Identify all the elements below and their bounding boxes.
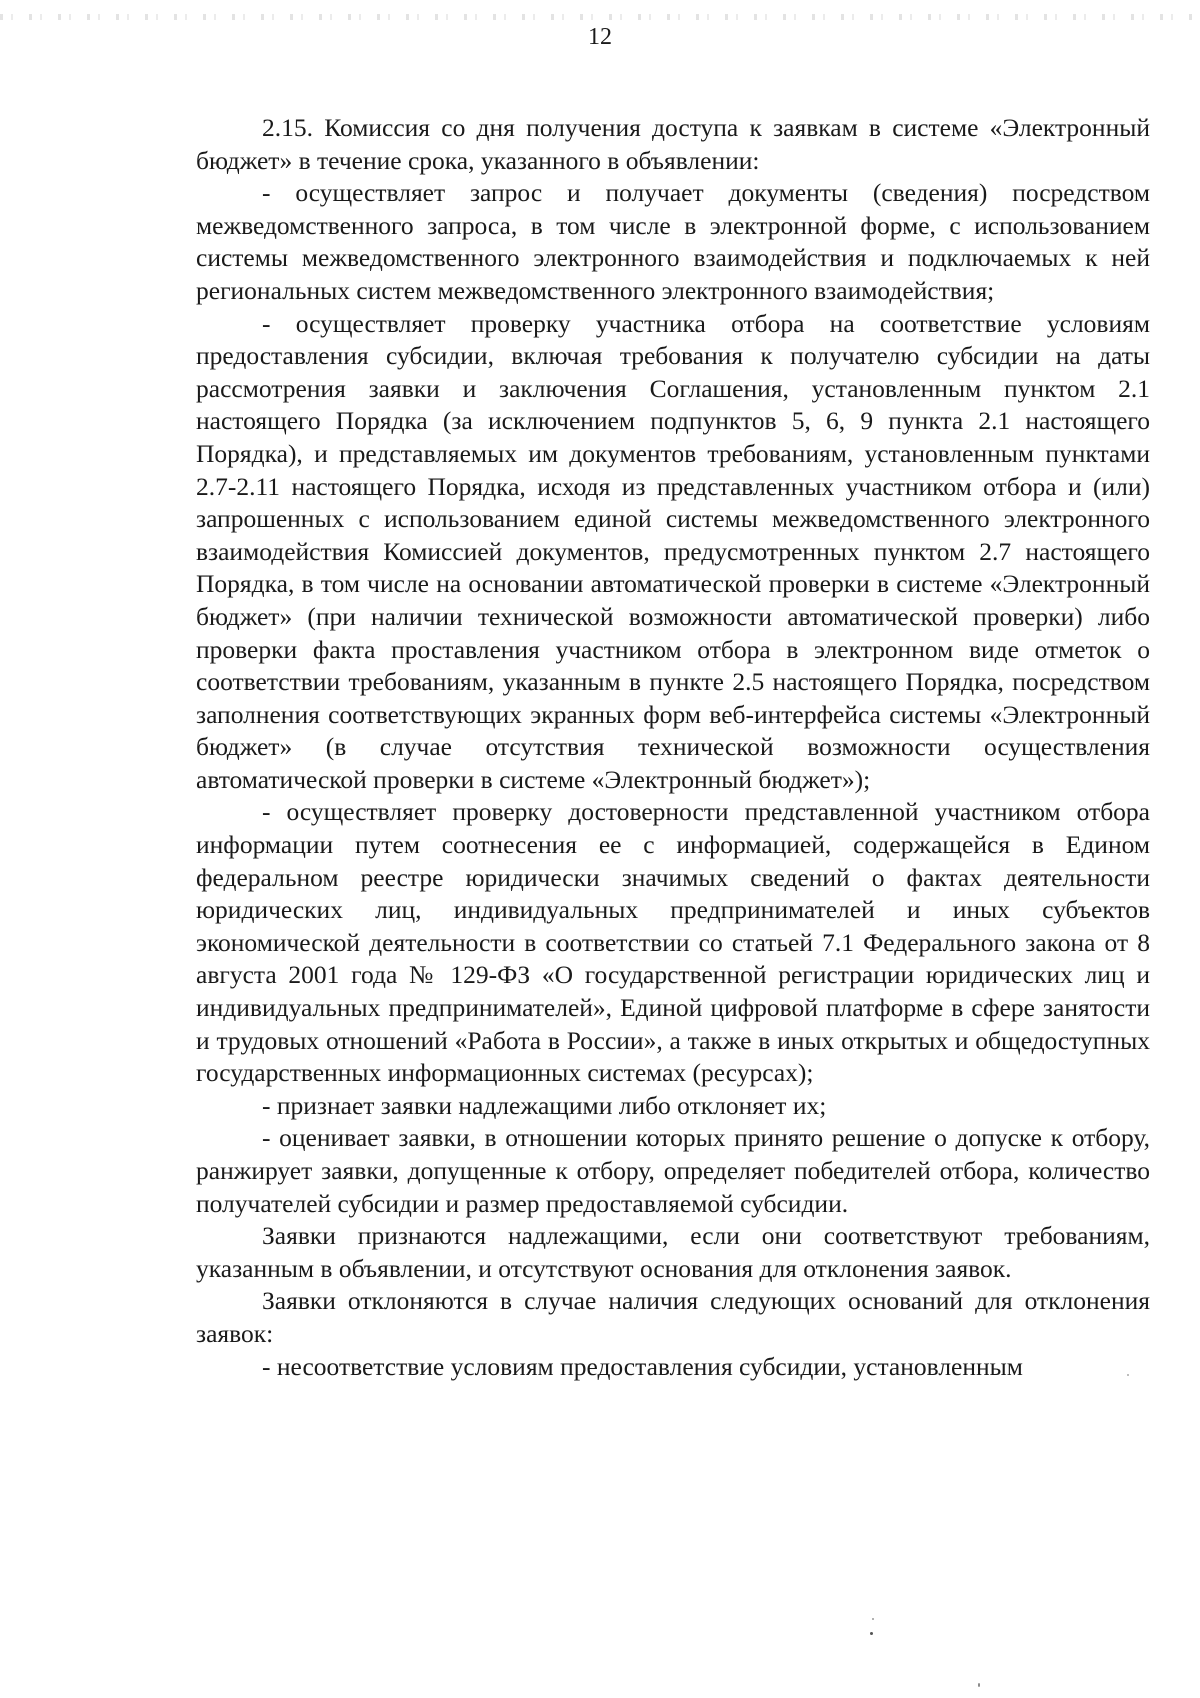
scan-speck <box>978 1683 980 1687</box>
paragraph-request-documents: - осуществляет запрос и получает документы (сведения) посредством межведомственного запроса, в том числе в электронной форме, с использованием системы межведомственного электронного взаимодействия и подключаемых к ней региональных систем межведомственного электронного взаимодействия; <box>196 178 1150 305</box>
scan-edge-noise <box>0 14 1200 20</box>
paragraph-nonconformity: - несоответствие условиям предоставления субсидии, установленным <box>262 1351 1023 1381</box>
paragraph-verify-participant: - осуществляет проверку участника отбора на соответствие условиям предоставления субсидии, включая требования к получателю субсидии на даты рассмотрения заявки и заключения Соглашения, установленным пунктом 2.1 настоящего Порядка (за исключением подпунктов 5, 6, 9 пункта 2.1 настоящего Порядка), и представляемых им документов требованиям, установленным пунктами 2.7-2.11 настоящего Порядка, исходя из представленных участником отбора и (или) запрошенных с использованием единой системы межведомственного электронного взаимодействия Комиссией документов, предусмотренных пунктом 2.7 настоящего Порядка, в том числе на основании автоматической проверки в системе «Электронный бюджет» (при наличии технической возможности автоматической проверки) либо проверки факта проставления участником отбора в электронном виде отметок о соответствии требованиям, указанным в пункте 2.5 настоящего Порядка, посредством заполнения соответствующих экранных форм веб-интерфейса системы «Электронный бюджет» (в случае отсутствия технической возможности осуществления автоматической проверки в системе «Электронный бюджет»); <box>196 308 1150 794</box>
paragraph-intro: 2.15. Комиссия со дня получения доступа к заявкам в системе «Электронный бюджет» в течение срока, указанного в объявлении: <box>196 113 1150 175</box>
paragraph-verify-information: - осуществляет проверку достоверности представленной участником отбора информации путем соотнесения ее с информацией, содержащейся в Едином федеральном реестре юридически значимых сведений о фактах деятельности юридических лиц, индивидуальных предпринимателей и иных субъектов экономической деятельности в соответствии со статьей 7.1 Федерального закона от 8 августа 2001 года № 129-ФЗ «О государственной регистрации юридических лиц и индивидуальных предпринимателей», Единой цифровой платформе в сфере занятости и трудовых отношений «Работа в России», а также в иных открытых и общедоступных государственных информационных системах (ресурсах); <box>196 797 1150 1088</box>
page-number: 12 <box>588 24 612 50</box>
paragraph-proper-applications: Заявки признаются надлежащими, если они соответствуют требованиям, указанным в объявлении, и отсутствуют основания для отклонения заявок. <box>196 1221 1150 1283</box>
scan-speck <box>872 1618 874 1620</box>
paragraph-evaluate: - оценивает заявки, в отношении которых принято решение о допуске к отбору, ранжирует заявки, допущенные к отбору, определяет победителей отбора, количество получателей субсидии и размер предоставляемой субсидии. <box>196 1123 1150 1218</box>
document-body <box>196 112 1150 1383</box>
scan-speck <box>870 1632 873 1635</box>
paragraph-rejection-grounds: Заявки отклоняются в случае наличия следующих оснований для отклонения заявок: <box>196 1286 1150 1348</box>
scan-speck <box>1127 1374 1129 1376</box>
paragraph-accept-reject: - признает заявки надлежащими либо отклоняет их; <box>262 1090 827 1120</box>
